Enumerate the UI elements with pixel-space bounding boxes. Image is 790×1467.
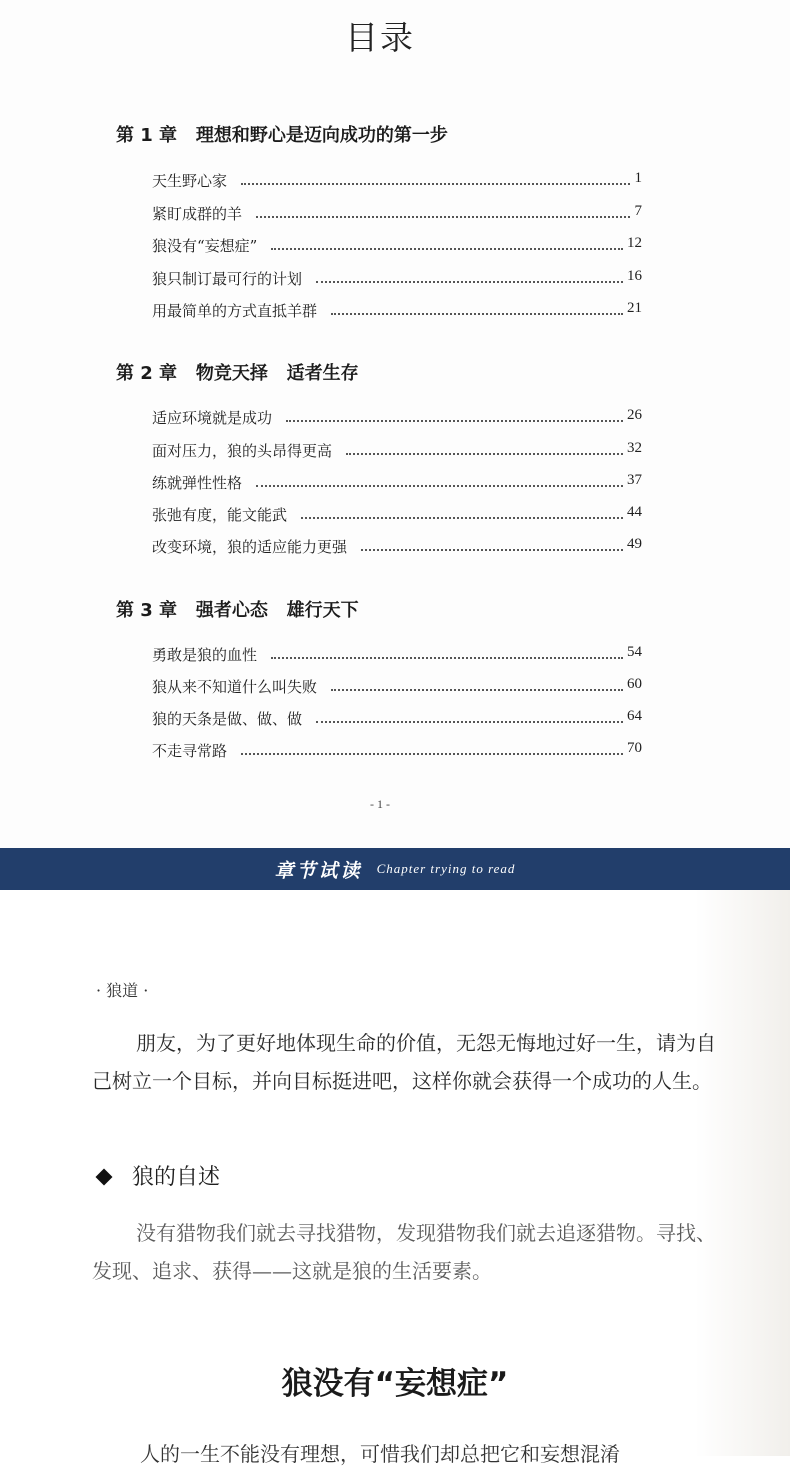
toc-entry-page: 54 (627, 644, 642, 660)
toc-leader-dots (331, 689, 623, 691)
toc-entry-title: 狼从来不知道什么叫失败 (152, 678, 318, 696)
toc-entry-page: 7 (634, 203, 642, 219)
toc-entry[interactable] (152, 170, 642, 194)
chapter-heading-2: 第 2 章 物竞天择 适者生存 (116, 363, 359, 384)
toc-leader-dots (361, 549, 623, 551)
toc-entry-title: 不走寻常路 (152, 742, 228, 760)
toc-entry[interactable] (152, 536, 642, 560)
toc-entry[interactable] (152, 644, 642, 668)
toc-entry[interactable] (152, 708, 642, 732)
toc-leader-dots (271, 248, 623, 250)
chapter-heading-1: 第 1 章 理想和野心是迈向成功的第一步 (116, 125, 448, 146)
section-heading-text: 狼的自述 (132, 1165, 221, 1190)
toc-entry-page: 12 (627, 235, 642, 251)
toc-entry-title: 面对压力，狼的头昂得更高 (152, 442, 333, 460)
body-paragraph-text: 没有猎物我们就去寻找猎物，发现猎物我们就去追逐猎物。寻找、发现、追求、获得——这就是狼的生活要素。 (92, 1221, 716, 1283)
toc-leader-dots (301, 517, 623, 519)
page-number: - 1 - (370, 797, 390, 811)
toc-entry[interactable] (152, 235, 642, 259)
toc-entry-page: 64 (627, 708, 642, 724)
toc-entry-page: 16 (627, 268, 642, 284)
toc-entry-title: 练就弹性性格 (152, 474, 243, 492)
toc-entry[interactable] (152, 740, 642, 764)
section-title: 狼没有“妄想症” (281, 1366, 509, 1402)
chapter-preview-page (0, 890, 790, 1466)
toc-entry-title: 天生野心家 (152, 172, 228, 190)
chapter-heading-3: 第 3 章 强者心态 雄行天下 (116, 600, 359, 621)
toc-leader-dots (286, 420, 623, 422)
toc-entry-title: 改变环境，狼的适应能力更强 (152, 538, 348, 556)
toc-entry-title: 狼的天条是做、做、做 (152, 710, 303, 728)
toc-entry[interactable] (152, 676, 642, 700)
toc-entry[interactable] (152, 268, 642, 292)
toc-entry-page: 70 (627, 740, 642, 756)
toc-entry-page: 32 (627, 440, 642, 456)
toc-entry-title: 用最简单的方式直抵羊群 (152, 302, 318, 320)
toc-entry-title: 狼只制订最可行的计划 (152, 270, 303, 288)
toc-entry-title: 适应环境就是成功 (152, 409, 273, 427)
toc-entry-title: 狼没有“妄想症” (152, 237, 258, 255)
toc-leader-dots (331, 313, 623, 315)
intro-paragraph-text: 朋友，为了更好地体现生命的价值，无怨无悔地过好一生，请为自己树立一个目标，并向目标挺进吧，这样你就会获得一个成功的人生。 (92, 1031, 716, 1093)
intro-paragraph (92, 1024, 722, 1100)
toc-entry-title: 张弛有度，能文能武 (152, 506, 288, 524)
toc-leader-dots (241, 183, 630, 185)
toc-entry[interactable] (152, 504, 642, 528)
banner-chinese-text: 章节试读 (274, 859, 363, 882)
toc-leader-dots (256, 485, 623, 487)
toc-entry[interactable] (152, 440, 642, 464)
toc-entry-page: 26 (627, 407, 642, 423)
cut-off-text-line: 人的一生不能没有理想，可惜我们却总把它和妄想混淆 (140, 1442, 620, 1466)
toc-title: 目录 (345, 18, 415, 57)
toc-entry-title: 勇敢是狼的血性 (152, 646, 258, 664)
toc-leader-dots (346, 453, 623, 455)
toc-entry-page: 21 (627, 300, 642, 316)
banner-english-text: Chapter trying to read (376, 861, 516, 876)
toc-entry-page: 1 (634, 170, 642, 186)
toc-entry[interactable] (152, 300, 642, 324)
toc-leader-dots (241, 753, 623, 755)
toc-entry[interactable] (152, 407, 642, 431)
toc-leader-dots (316, 721, 623, 723)
chapter-preview-banner (0, 848, 790, 890)
toc-leader-dots (316, 281, 623, 283)
body-paragraph (92, 1214, 722, 1290)
section-heading (96, 1160, 220, 1191)
toc-entry-page: 60 (627, 676, 642, 692)
toc-entry[interactable] (152, 472, 642, 496)
toc-entry-page: 49 (627, 536, 642, 552)
diamond-icon (96, 1168, 113, 1185)
toc-entry[interactable] (152, 203, 642, 227)
toc-leader-dots (256, 216, 630, 218)
toc-entry-page: 37 (627, 472, 642, 488)
toc-entry-page: 44 (627, 504, 642, 520)
toc-entry-title: 紧盯成群的羊 (152, 205, 243, 223)
running-head: · 狼道 · (96, 981, 149, 1000)
toc-leader-dots (271, 657, 623, 659)
